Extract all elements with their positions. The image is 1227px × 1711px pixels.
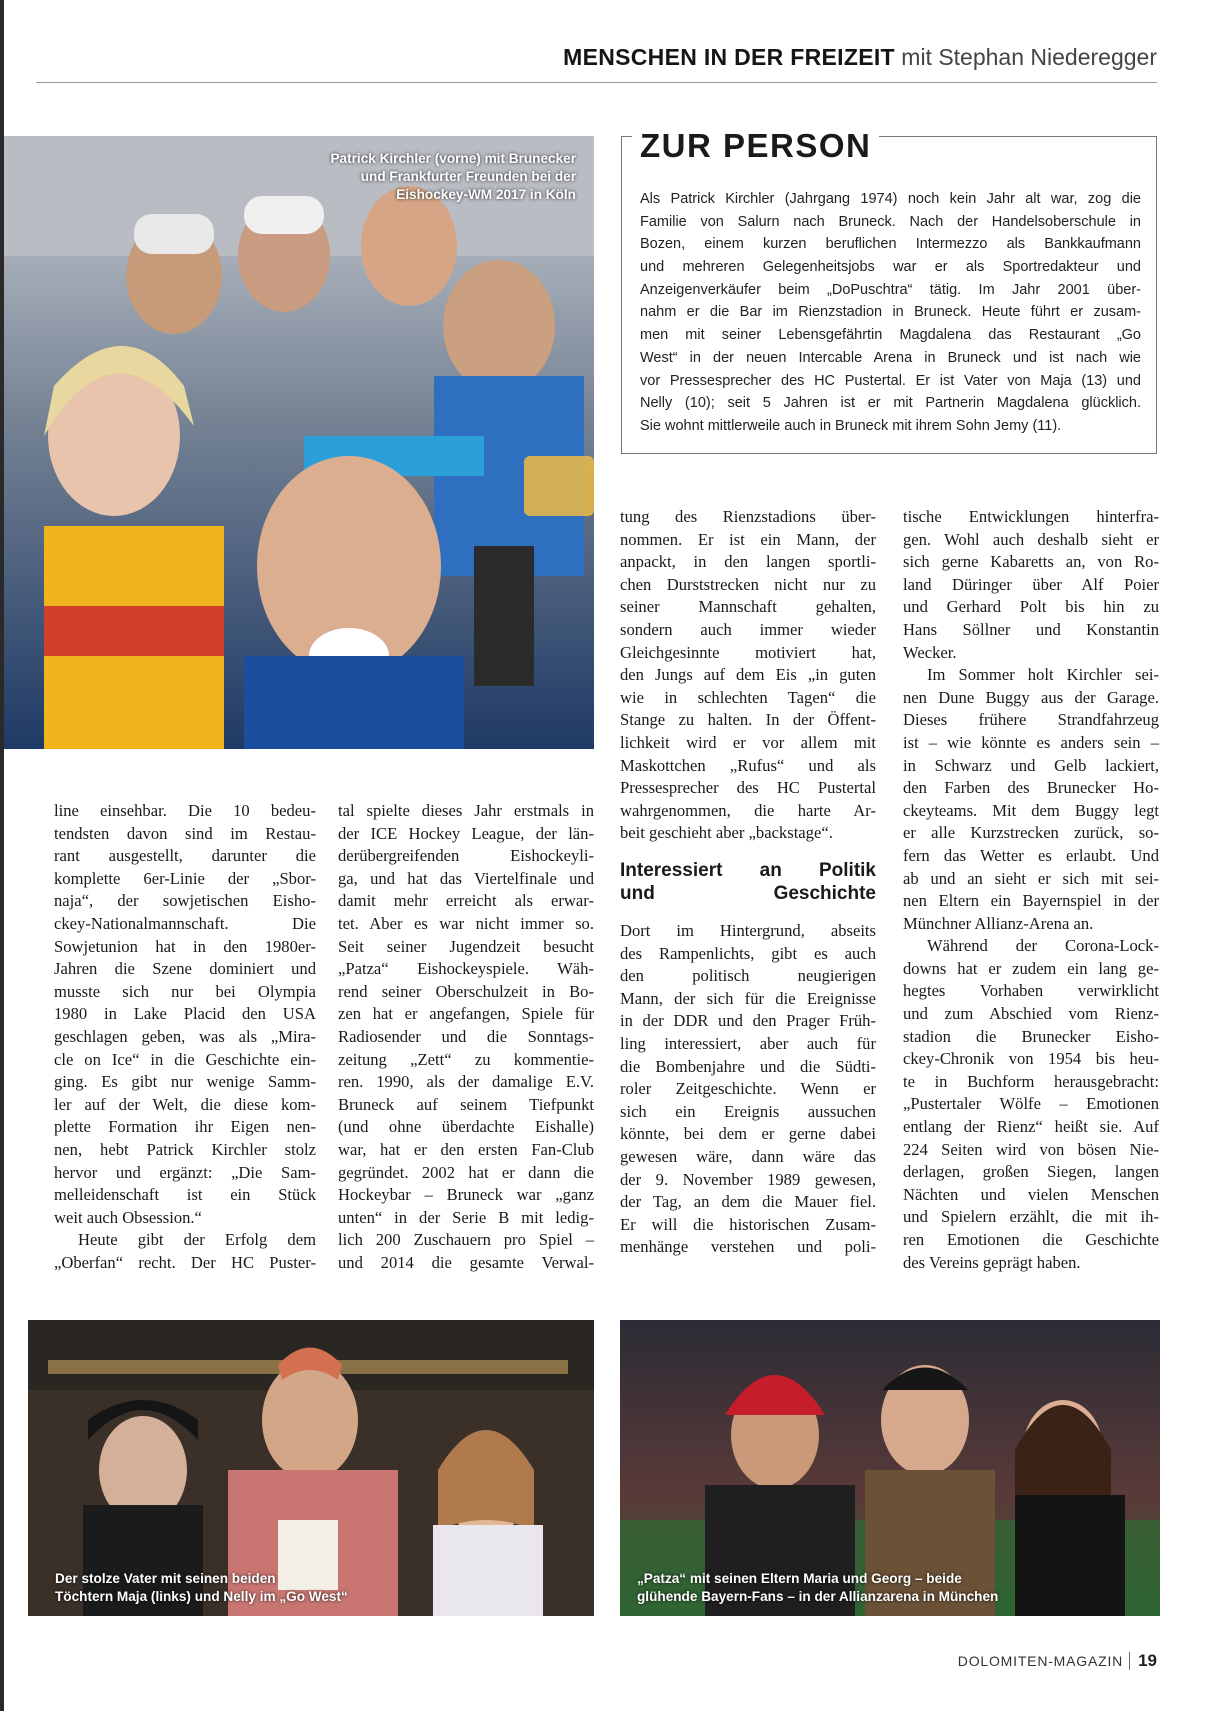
text-line: war, hat er den ersten Fan-Club [338,1139,594,1159]
text-line: tendsten davon sind im Restau- [54,823,316,843]
zur-person-text [640,188,1141,438]
text-line: zen hat er angefangen, Spiele für [338,1004,594,1024]
text-line: könnte, bei dem er gerne dabei [620,1124,876,1144]
text-line: in der DDR und den Prager Früh- [620,1011,876,1031]
text-line: gewesen wäre, dann wäre das [620,1147,876,1167]
text-line: seiner Mannschaft gehalten, [620,597,876,617]
text-line: „Pustertaler Wölfe – Emotionen [903,1094,1159,1114]
text-line: 224 Seiten wird von bösen Nie- [903,1139,1159,1159]
text-line: sich gerne Kabaretts an, von Ro- [903,552,1159,572]
text-line: den politisch neugierigen [620,966,876,986]
text-line: entlang der Rienz“ heißt sie. Auf [903,1117,1159,1137]
section-title: MENSCHEN IN DER FREIZEIT [563,44,895,70]
text-line: Gleichgesinnte motiviert hat, [620,642,876,662]
text-line: weit auch Obsession.“ [54,1207,202,1227]
text-line: Im Sommer holt Kirchler sei- [927,665,1159,685]
text-line: nen Dune Buggy aus der Garage. [903,687,1159,707]
zur-person-title: ZUR PERSON [632,126,879,166]
text-line: Sowjetunion hat in den 1980er- [54,936,316,956]
text-line: zeitung „Zett“ zu kommentie- [338,1049,594,1069]
text-line: wie in schlechten Tagen“ die [620,687,876,707]
text-line: nen, hebt Patrick Kirchler stolz [54,1139,316,1159]
text-line: derübergreifenden Eishockeyli- [338,846,594,866]
text-line: Radiosender und die Sonntags- [338,1026,594,1046]
caption-top-photo [330,150,576,204]
photo-hockey-fans [4,136,594,749]
text-line: rant ausgestellt, darunter die [54,846,316,866]
footer-divider [1129,1652,1130,1670]
text-line: nommen. Er ist ein Mann, der [620,529,876,549]
box-line: West“ in der neuen Intercable Arena in Bruneck und ist nach wie [640,349,1141,366]
text-line: Mann, der sich für die Ereignisse [620,988,876,1008]
text-line: ab und an sieht er sich mit sei- [903,868,1159,888]
text-line: ist – wie könnte es anders sein – [903,732,1159,752]
caption-line: und Frankfurter Freunden bei der [360,169,576,184]
text-line: Seit seiner Jugendzeit besucht [338,936,594,956]
article-column-2 [338,800,594,1274]
text-line: menhänge verstehen und poli- [620,1237,876,1257]
text-line: der Tag, an dem die Mauer fiel. [620,1192,876,1212]
text-line: komplette 6er-Linie der „Sbor- [54,868,316,888]
text-line: ling interessiert, aber auch für [620,1034,876,1054]
text-line: ga, und hat das Viertelfinale und [338,868,594,888]
text-line: beit geschieht aber „backstage“. [620,823,833,843]
text-line: Maskottchen „Rufus“ und als [620,755,876,775]
photo-hockey-fans-image [4,136,594,749]
magazine-name: DOLOMITEN-MAGAZIN [957,1653,1124,1669]
header-rule [36,82,1157,83]
text-line: und 2014 die gesamte Verwal- [338,1252,594,1272]
text-line: „Patza“ Eishockeyspiele. Wäh- [338,959,594,979]
text-line: naja“, der sowjetischen Eisho- [54,891,316,911]
text-line: ckey-Chronik von 1954 bis heu- [903,1049,1159,1069]
text-line: nen Eltern ein Bayernspiel in der [903,891,1159,911]
text-line: ging. Es gibt nur wenige Samm- [54,1072,316,1092]
text-line: 1980 in Lake Placid den USA [54,1004,316,1024]
text-line: in Schwarz und Gelb lackiert, [903,755,1159,775]
text-line: lich 200 Zuschauern pro Spiel – [338,1230,594,1250]
text-line: melleidenschaft ist ein Stück [54,1185,316,1205]
text-line: und Spielern erzählt, die mit ih- [903,1207,1159,1227]
text-line: land Düringer über Alf Poier [903,574,1159,594]
text-line: plette Formation ihr Eigen nen- [54,1117,316,1137]
text-line: des Rampenlichts, gibt es auch [620,943,876,963]
text-line: ckey-Nationalmannschaft. Die [54,913,316,933]
text-line: tische Entwicklungen hinterfra- [903,507,1159,526]
text-line: ckeyteams. Mit dem Buggy legt [903,800,1159,820]
box-line: men mit seiner Lebensgefährtin Magdalena das Restaurant „Go [640,327,1141,344]
photo-parents-stadium [620,1320,1160,1616]
text-line: roler Zeitgeschichte. Wenn er [620,1079,876,1099]
page-footer [958,1651,1157,1671]
text-line: anpackt, in den langen sportli- [620,552,876,572]
text-line: wahrgenommen, die harte Ar- [620,800,876,820]
article-column-1 [54,800,316,1274]
text-line: stadion die Brunecker Eisho- [903,1026,1159,1046]
page-number: 19 [1138,1651,1157,1670]
text-line: fern das Wetter es erlaubt. Und [903,845,1159,865]
box-line: Familie von Salurn nach Bruneck. Nach der Handelsoberschule in [640,213,1141,230]
text-line: des Vereins geprägt haben. [903,1252,1081,1272]
text-line: Dort im Hintergrund, abseits [620,921,876,941]
text-line: lichkeit wird er vor allem mit [620,732,876,752]
text-line: cle on Ice“ in die Geschichte ein- [54,1049,316,1069]
text-line: sich ein Ereignis aussuchen [620,1101,876,1121]
caption-line: Patrick Kirchler (vorne) mit Brunecker [330,151,576,166]
text-line: Hockeybar – Bruneck war „ganz [338,1185,594,1205]
text-line: derlagen, großen Siegen, langen [903,1162,1159,1182]
text-line: (und ohne überdachte Eishalle) [338,1117,594,1137]
photo-father-daughters [28,1320,594,1616]
text-line: ren Emotionen die Geschichte [903,1230,1159,1249]
caption-line: Eishockey-WM 2017 in Köln [396,187,576,202]
text-line: er alle Kurzstrecken zurück, so- [903,823,1159,843]
box-line: vor Pressesprecher des HC Pustertal. Er ist Vater von Maja (13) und [640,372,1141,389]
text-line: die Bombenjahre und die Südti- [620,1056,876,1076]
text-line: geschlagen geben, was als „Mira- [54,1026,316,1046]
text-line: te in Buchform herausgebracht: [903,1071,1159,1091]
text-line: hervor und ergänzt: „Die Sam- [54,1162,316,1182]
box-line: nahm er die Bar im Rienzstadion in Bruneck. Heute führt er zusam- [640,304,1141,321]
box-line: Nelly (10); seit 5 Jahren ist er mit Partnerin Magdalena glücklich. [640,395,1141,412]
caption-bottom-right [637,1570,998,1606]
text-line: Heute gibt der Erfolg dem [78,1230,316,1250]
text-line: rend seiner Oberschulzeit in Bo- [338,981,594,1001]
box-line: Sie wohnt mittlerweile auch in Bruneck mit ihrem Sohn Jemy (11). [640,417,1062,434]
caption-line: „Patza“ mit seinen Eltern Maria und Georg – beide [637,1571,962,1586]
text-line: der ICE Hockey League, der län- [338,823,594,843]
text-line: Hans Söllner und Konstantin [903,619,1159,639]
text-line: downs hat er zudem ein lang ge- [903,958,1159,978]
caption-bottom-left [55,1570,348,1606]
text-line: hegtes Vorhaben verwirklicht [903,981,1159,1001]
caption-line: Der stolze Vater mit seinen beiden [55,1571,276,1586]
text-line: tung des Rienzstadions über- [620,507,876,526]
text-line: Münchner Allianz-Arena an. [903,913,1094,933]
text-line: gegründet. 2002 hat er dann die [338,1162,594,1182]
text-line: tet. Aber es war nicht immer so. [338,913,594,933]
text-line: den Farben des Brunecker Ho- [903,778,1159,798]
text-line: und zum Abschied vom Rienz- [903,1004,1159,1024]
text-line: line einsehbar. Die 10 bedeu- [54,801,316,820]
section-author: mit Stephan Niederegger [901,44,1157,70]
text-line: Dieses frühere Strandfahrzeug [903,710,1159,730]
article-column-3 [620,506,876,1259]
text-line: gen. Wohl auch deshalb sieht er [903,529,1159,549]
text-line: Er will die historischen Zusam- [620,1214,876,1234]
subheading-politik: Interessiert an Politik [620,859,876,881]
subheading-geschichte: und Geschichte [620,882,876,904]
text-line: chen Durststrecken nicht nur zu [620,574,876,594]
box-line: und mehreren Gelegenheitsjobs war er als Sportredakteur und [640,259,1141,276]
text-line: „Oberfan“ recht. Der HC Puster- [54,1252,316,1272]
text-line: damit mehr erreicht als erwar- [338,891,594,911]
text-line: Pressesprecher des HC Pustertal [620,778,876,798]
text-line: sondern auch immer wieder [620,619,876,639]
text-line: ler auf der Welt, die diese kom- [54,1094,316,1114]
text-line: der 9. November 1989 gewesen, [620,1169,876,1189]
box-line: Bozen, einem kurzen beruflichen Intermezzo als Bankkaufmann [640,236,1141,253]
text-line: Wecker. [903,642,957,662]
text-line: unten“ in der Serie B mit ledig- [338,1207,594,1227]
text-line: Nächten und vielen Menschen [903,1184,1159,1204]
box-line: Anzeigenverkäufer beim „DoPuschtra“ tätig. Im Jahr 2001 über- [640,281,1141,298]
text-line: Während der Corona-Lock- [927,936,1159,956]
text-line: Jahren die Szene dominiert und [54,959,316,979]
caption-line: glühende Bayern-Fans – in der Allianzarena in München [637,1589,999,1604]
article-column-4 [903,506,1159,1274]
text-line: tal spielte dieses Jahr erstmals in [338,801,594,820]
text-line: und Gerhard Polt bis hin zu [903,597,1159,617]
caption-line: Töchtern Maja (links) und Nelly im „Go West“ [55,1589,348,1604]
text-line: Bruneck auf seinem Tiefpunkt [338,1094,594,1114]
text-line: musste sich nur bei Olympia [54,981,316,1001]
box-line: Als Patrick Kirchler (Jahrgang 1974) noch kein Jahr alt war, zog die [640,191,1141,207]
text-line: Stange zu halten. In der Öffent- [620,710,876,730]
section-header [563,44,1157,71]
text-line: ren. 1990, als der damalige E.V. [338,1072,594,1092]
text-line: den Jungs auf dem Eis „in guten [620,665,876,685]
